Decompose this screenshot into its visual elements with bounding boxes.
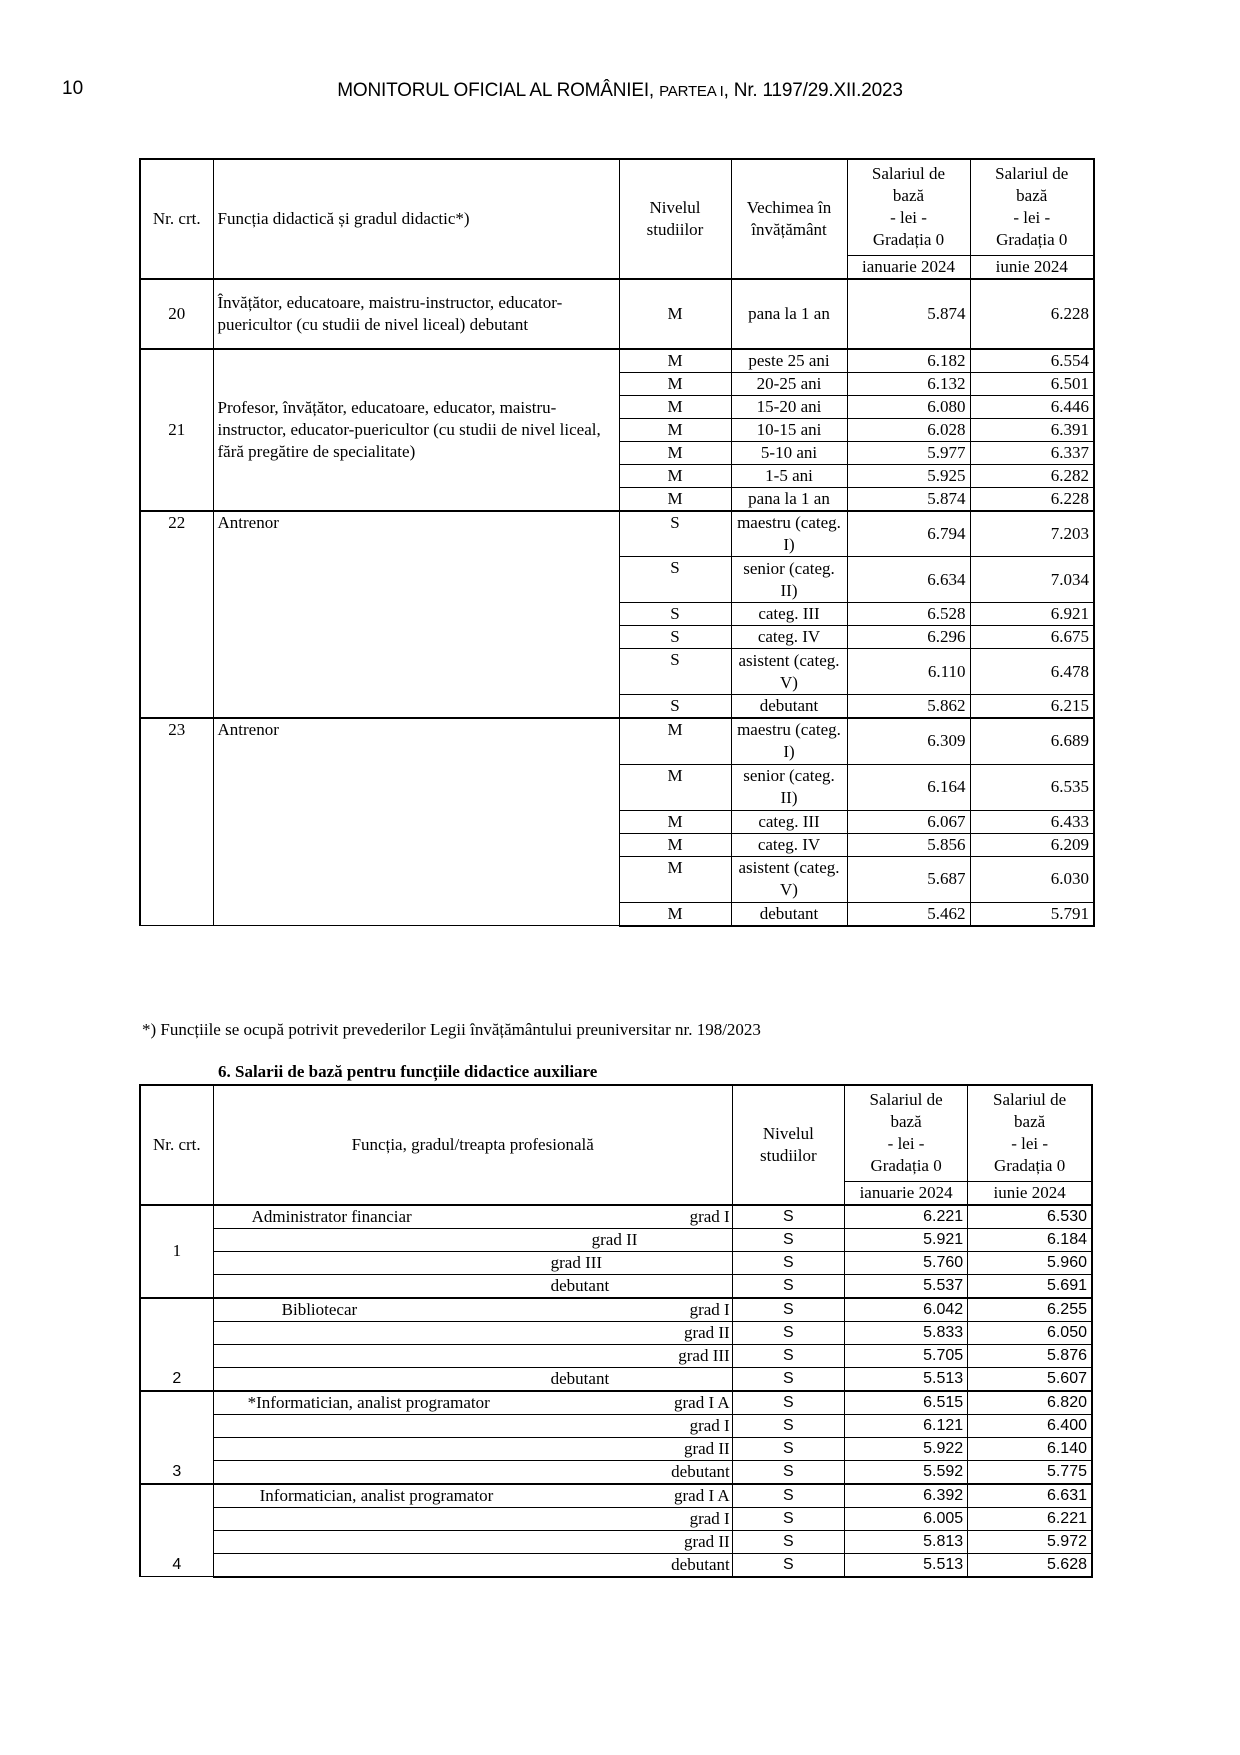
row-salary-jan: 5.862	[847, 695, 970, 719]
row-salary-jun: 6.530	[968, 1205, 1092, 1229]
table-row	[140, 1414, 1092, 1437]
row-salary-jun: 5.791	[970, 902, 1094, 926]
row-nr: 22	[140, 511, 213, 719]
row-salary-jan: 6.309	[847, 718, 970, 764]
row-level: S	[619, 603, 731, 626]
row-function: Antrenor	[213, 511, 619, 719]
row-level: S	[732, 1251, 844, 1274]
row-level: S	[732, 1507, 844, 1530]
row-salary-jan: 5.813	[844, 1530, 967, 1553]
row-salary-jun: 6.391	[970, 418, 1094, 441]
row-function	[213, 1391, 732, 1415]
header-salary-jun-line: Salariul de	[995, 164, 1069, 184]
row-level: M	[619, 372, 731, 395]
row-salary-jan: 6.028	[847, 418, 970, 441]
row-seniority: 10-15 ani	[731, 418, 847, 441]
header-salary-jan-line: Salariul de	[871, 164, 946, 184]
row-level: M	[619, 810, 731, 833]
row-salary-jan: 6.042	[844, 1298, 967, 1322]
row-level: S	[619, 511, 731, 557]
row-salary-jun: 6.554	[970, 349, 1094, 373]
row-function-grade: debutant	[671, 1554, 730, 1574]
row-level: S	[732, 1344, 844, 1367]
row-level: S	[732, 1530, 844, 1553]
row-seniority: categ. IV	[731, 833, 847, 856]
row-level: M	[619, 464, 731, 487]
table-row	[140, 1321, 1092, 1344]
row-seniority: 1-5 ani	[731, 464, 847, 487]
row-seniority: senior (categ. II)	[731, 557, 847, 603]
table-row	[140, 1530, 1092, 1553]
row-salary-jun: 7.034	[970, 557, 1094, 603]
row-salary-jan: 6.132	[847, 372, 970, 395]
row-seniority: 5-10 ani	[731, 441, 847, 464]
row-salary-jun: 6.675	[970, 626, 1094, 649]
row-salary-jun: 6.446	[970, 395, 1094, 418]
row-level: M	[619, 902, 731, 926]
row-salary-jan: 6.794	[847, 511, 970, 557]
table-row	[140, 1460, 1092, 1484]
header-salary-jan-line: bază	[890, 1112, 922, 1132]
row-salary-jan: 5.705	[844, 1344, 967, 1367]
row-function-grade: debutant	[671, 1461, 730, 1481]
header-salary-jun	[970, 159, 1094, 255]
row-salary-jan: 6.121	[844, 1414, 967, 1437]
row-salary-jun: 6.400	[968, 1414, 1092, 1437]
header-salary-jun-line: Gradația 0	[996, 230, 1068, 250]
row-nr: 20	[140, 279, 213, 349]
row-level: S	[732, 1553, 844, 1577]
row-level: M	[619, 487, 731, 511]
row-salary-jun: 6.221	[968, 1507, 1092, 1530]
row-function	[213, 1484, 732, 1508]
row-function-grade: grad I A	[674, 1392, 730, 1412]
table-row	[140, 1274, 1092, 1298]
row-function-grade: grad I	[689, 1508, 730, 1528]
table-row	[140, 1298, 1092, 1322]
row-function-grade: grad II	[683, 1531, 730, 1551]
row-salary-jan: 6.392	[844, 1484, 967, 1508]
row-salary-jan: 6.515	[844, 1391, 967, 1415]
row-function	[213, 1437, 732, 1460]
row-salary-jan: 5.687	[847, 856, 970, 902]
row-salary-jun: 6.501	[970, 372, 1094, 395]
header-salary-jun-line: - lei -	[1011, 1134, 1049, 1154]
row-function: Învățător, educatoare, maistru-instructor, educator-puericultor (cu studii de nivel liceal) debutant	[213, 279, 619, 349]
header-function: Funcția, gradul/treapta profesională	[213, 1085, 732, 1205]
row-nr-value: 1	[172, 1241, 182, 1260]
row-level: S	[732, 1460, 844, 1484]
row-salary-jun: 5.876	[968, 1344, 1092, 1367]
row-function	[213, 1274, 732, 1298]
row-salary-jun: 7.203	[970, 511, 1094, 557]
row-nr: 21	[140, 349, 213, 511]
row-function	[213, 1251, 732, 1274]
row-nr: 23	[140, 718, 213, 926]
row-seniority: pana la 1 an	[731, 279, 847, 349]
header-title: MONITORUL OFICIAL AL ROMÂNIEI,	[337, 80, 660, 101]
row-salary-jun: 6.921	[970, 603, 1094, 626]
row-function-name: *Informatician, analist programator	[247, 1392, 490, 1412]
header-salary-jan-line: - lei -	[887, 1134, 925, 1154]
row-nr	[140, 1391, 213, 1484]
row-level: S	[619, 557, 731, 603]
row-function-grade: grad III	[550, 1252, 603, 1272]
table-row	[140, 511, 1094, 557]
row-salary-jan: 6.067	[847, 810, 970, 833]
header-salary-jun-line: Gradația 0	[993, 1156, 1066, 1176]
row-salary-jan: 6.296	[847, 626, 970, 649]
page-number: 10	[62, 78, 84, 99]
row-salary-jan: 5.925	[847, 464, 970, 487]
row-salary-jun: 6.030	[970, 856, 1094, 902]
header-salary-jan-line: - lei -	[890, 208, 927, 228]
row-salary-jan: 5.537	[844, 1274, 967, 1298]
table-row	[140, 1553, 1092, 1577]
row-function	[213, 1205, 732, 1229]
header-nr: Nr. crt.	[140, 1085, 213, 1205]
row-function	[213, 1507, 732, 1530]
row-salary-jan: 5.977	[847, 441, 970, 464]
header-salary-jan-line: Gradația 0	[872, 230, 945, 250]
row-salary-jun: 6.228	[970, 487, 1094, 511]
table-row	[140, 1344, 1092, 1367]
row-level: S	[732, 1274, 844, 1298]
row-salary-jan: 5.921	[844, 1228, 967, 1251]
row-level: M	[619, 349, 731, 373]
row-salary-jun: 6.478	[970, 649, 1094, 695]
row-salary-jan: 6.005	[844, 1507, 967, 1530]
header-salary-jan-line: bază	[892, 186, 925, 206]
row-level: S	[732, 1298, 844, 1322]
row-function-name: Administrator financiar	[251, 1206, 412, 1226]
table-row	[140, 1437, 1092, 1460]
row-salary-jun: 6.215	[970, 695, 1094, 719]
row-level: M	[619, 718, 731, 764]
row-salary-jan: 6.110	[847, 649, 970, 695]
row-seniority: pana la 1 an	[731, 487, 847, 511]
row-level: S	[619, 649, 731, 695]
header-level: Nivelul studiilor	[619, 159, 731, 279]
header-salary-jan	[847, 159, 970, 255]
row-salary-jun: 6.535	[970, 764, 1094, 810]
row-level: M	[619, 833, 731, 856]
row-function-grade: debutant	[550, 1275, 610, 1295]
row-function: Profesor, învățător, educatoare, educator, maistru-instructor, educator-puericultor (cu studii de nivel liceal, fără pregătire de specialitate)	[213, 349, 619, 511]
header-salary-jun-line: - lei -	[1013, 208, 1051, 228]
row-salary-jan: 5.833	[844, 1321, 967, 1344]
row-salary-jun: 6.631	[968, 1484, 1092, 1508]
row-salary-jun: 6.228	[970, 279, 1094, 349]
table-row	[140, 1367, 1092, 1391]
row-salary-jan: 5.922	[844, 1437, 967, 1460]
header-function: Funcția didactică și gradul didactic*)	[213, 159, 619, 279]
row-salary-jan: 5.856	[847, 833, 970, 856]
row-function	[213, 1298, 732, 1322]
row-salary-jan: 6.528	[847, 603, 970, 626]
row-level: S	[619, 695, 731, 719]
row-salary-jun: 6.337	[970, 441, 1094, 464]
header-salary-jan-line: Salariul de	[869, 1090, 943, 1110]
row-salary-jan: 6.080	[847, 395, 970, 418]
row-seniority: maestru (categ. I)	[731, 511, 847, 557]
row-salary-jun: 6.255	[968, 1298, 1092, 1322]
table-row	[140, 279, 1094, 349]
row-salary-jun: 6.433	[970, 810, 1094, 833]
section-title: 6. Salarii de bază pentru funcțiile didactice auxiliare	[218, 1062, 598, 1081]
row-level: S	[619, 626, 731, 649]
row-function-grade: grad II	[683, 1322, 730, 1342]
row-salary-jun: 6.820	[968, 1391, 1092, 1415]
row-seniority: 20-25 ani	[731, 372, 847, 395]
row-nr-value: 2	[172, 1369, 182, 1387]
row-seniority: senior (categ. II)	[731, 764, 847, 810]
row-level: S	[732, 1205, 844, 1229]
row-level: S	[732, 1437, 844, 1460]
header-salary-jun	[968, 1085, 1092, 1181]
header-salary-jan	[844, 1085, 967, 1181]
row-function	[213, 1367, 732, 1391]
row-salary-jan: 5.462	[847, 902, 970, 926]
row-function-grade: grad I	[689, 1206, 730, 1226]
table-row	[140, 718, 1094, 764]
row-function	[213, 1321, 732, 1344]
row-function	[213, 1414, 732, 1437]
header-salary-jun-line: bază	[1016, 186, 1048, 206]
row-salary-jun: 5.960	[968, 1251, 1092, 1274]
table-row	[140, 1228, 1092, 1251]
table-row	[140, 1391, 1092, 1415]
row-level: S	[732, 1484, 844, 1508]
row-salary-jun: 5.972	[968, 1530, 1092, 1553]
row-function-grade: grad I	[689, 1299, 730, 1319]
row-salary-jan: 5.513	[844, 1553, 967, 1577]
row-salary-jun: 5.628	[968, 1553, 1092, 1577]
row-salary-jan: 6.221	[844, 1205, 967, 1229]
table-row	[140, 1251, 1092, 1274]
row-salary-jan: 6.634	[847, 557, 970, 603]
row-seniority: categ. IV	[731, 626, 847, 649]
row-function: Antrenor	[213, 718, 619, 926]
row-nr	[140, 1205, 213, 1298]
row-function-grade: grad III	[678, 1345, 730, 1365]
row-salary-jun: 6.689	[970, 718, 1094, 764]
row-salary-jan: 5.874	[847, 487, 970, 511]
row-level: M	[619, 441, 731, 464]
table-row	[140, 1507, 1092, 1530]
row-salary-jan: 6.182	[847, 349, 970, 373]
row-salary-jan: 5.592	[844, 1460, 967, 1484]
table-row	[140, 349, 1094, 373]
row-function	[213, 1344, 732, 1367]
row-nr	[140, 1484, 213, 1577]
table-row	[140, 1484, 1092, 1508]
row-level: M	[619, 395, 731, 418]
row-seniority: 15-20 ani	[731, 395, 847, 418]
row-salary-jun: 6.209	[970, 833, 1094, 856]
row-salary-jun: 5.775	[968, 1460, 1092, 1484]
row-level: S	[732, 1321, 844, 1344]
row-function	[213, 1460, 732, 1484]
header-salary-jan-line: Gradația 0	[870, 1156, 942, 1176]
row-nr-value: 3	[172, 1462, 182, 1480]
row-seniority: categ. III	[731, 603, 847, 626]
didactic-salary-table	[139, 158, 1095, 927]
row-level: S	[732, 1414, 844, 1437]
table-header-row	[140, 159, 1094, 255]
row-salary-jun: 5.607	[968, 1367, 1092, 1391]
table-row	[140, 1205, 1092, 1229]
row-seniority: asistent (categ. V)	[731, 856, 847, 902]
row-salary-jun: 5.691	[968, 1274, 1092, 1298]
row-seniority: maestru (categ. I)	[731, 718, 847, 764]
row-function-grade: grad I	[689, 1415, 730, 1435]
row-function-name: Informatician, analist programator	[259, 1485, 494, 1505]
header-salary-jun-line: bază	[1014, 1112, 1046, 1132]
header-period-jan: ianuarie 2024	[844, 1181, 967, 1205]
row-level: S	[732, 1367, 844, 1391]
header-part: PARTEA I	[659, 83, 724, 100]
row-salary-jan: 5.513	[844, 1367, 967, 1391]
row-function-grade: grad I A	[674, 1485, 730, 1505]
row-level: M	[619, 764, 731, 810]
row-salary-jun: 6.140	[968, 1437, 1092, 1460]
row-salary-jun: 6.050	[968, 1321, 1092, 1344]
row-nr	[140, 1298, 213, 1391]
header-level: Nivelul studiilor	[732, 1085, 844, 1205]
table-header-row	[140, 1085, 1092, 1181]
header-salary-jun-line: Salariul de	[993, 1090, 1067, 1110]
row-function	[213, 1228, 732, 1251]
header-period-jan: ianuarie 2024	[847, 255, 970, 279]
row-seniority: asistent (categ. V)	[731, 649, 847, 695]
row-seniority: debutant	[731, 902, 847, 926]
header-period-jun: iunie 2024	[970, 255, 1094, 279]
row-level: M	[619, 279, 731, 349]
row-function	[213, 1553, 732, 1577]
header-nr: Nr. crt.	[140, 159, 213, 279]
row-salary-jan: 5.760	[844, 1251, 967, 1274]
row-function-grade: debutant	[550, 1368, 610, 1388]
row-level: M	[619, 418, 731, 441]
row-level: M	[619, 856, 731, 902]
header-issue: , Nr. 1197/29.XII.2023	[723, 80, 903, 101]
row-level: S	[732, 1391, 844, 1415]
row-salary-jun: 6.282	[970, 464, 1094, 487]
row-salary-jun: 6.184	[968, 1228, 1092, 1251]
row-salary-jan: 6.164	[847, 764, 970, 810]
row-nr-value: 4	[172, 1556, 182, 1573]
row-level: S	[732, 1228, 844, 1251]
row-seniority: peste 25 ani	[731, 349, 847, 373]
header-seniority: Vechimea în învățământ	[731, 159, 847, 279]
row-function-grade: grad II	[591, 1229, 638, 1249]
row-seniority: categ. III	[731, 810, 847, 833]
row-seniority: debutant	[731, 695, 847, 719]
header-period-jun: iunie 2024	[968, 1181, 1092, 1205]
auxiliary-salary-table	[139, 1084, 1093, 1578]
page-header	[0, 80, 1240, 102]
row-function-name: Bibliotecar	[281, 1299, 358, 1319]
footnote: *) Funcțiile se ocupă potrivit prevederilor Legii învățământului preuniversitar nr. 198/2023	[142, 1020, 761, 1039]
row-function-grade: grad II	[683, 1438, 730, 1458]
row-salary-jan: 5.874	[847, 279, 970, 349]
row-function	[213, 1530, 732, 1553]
